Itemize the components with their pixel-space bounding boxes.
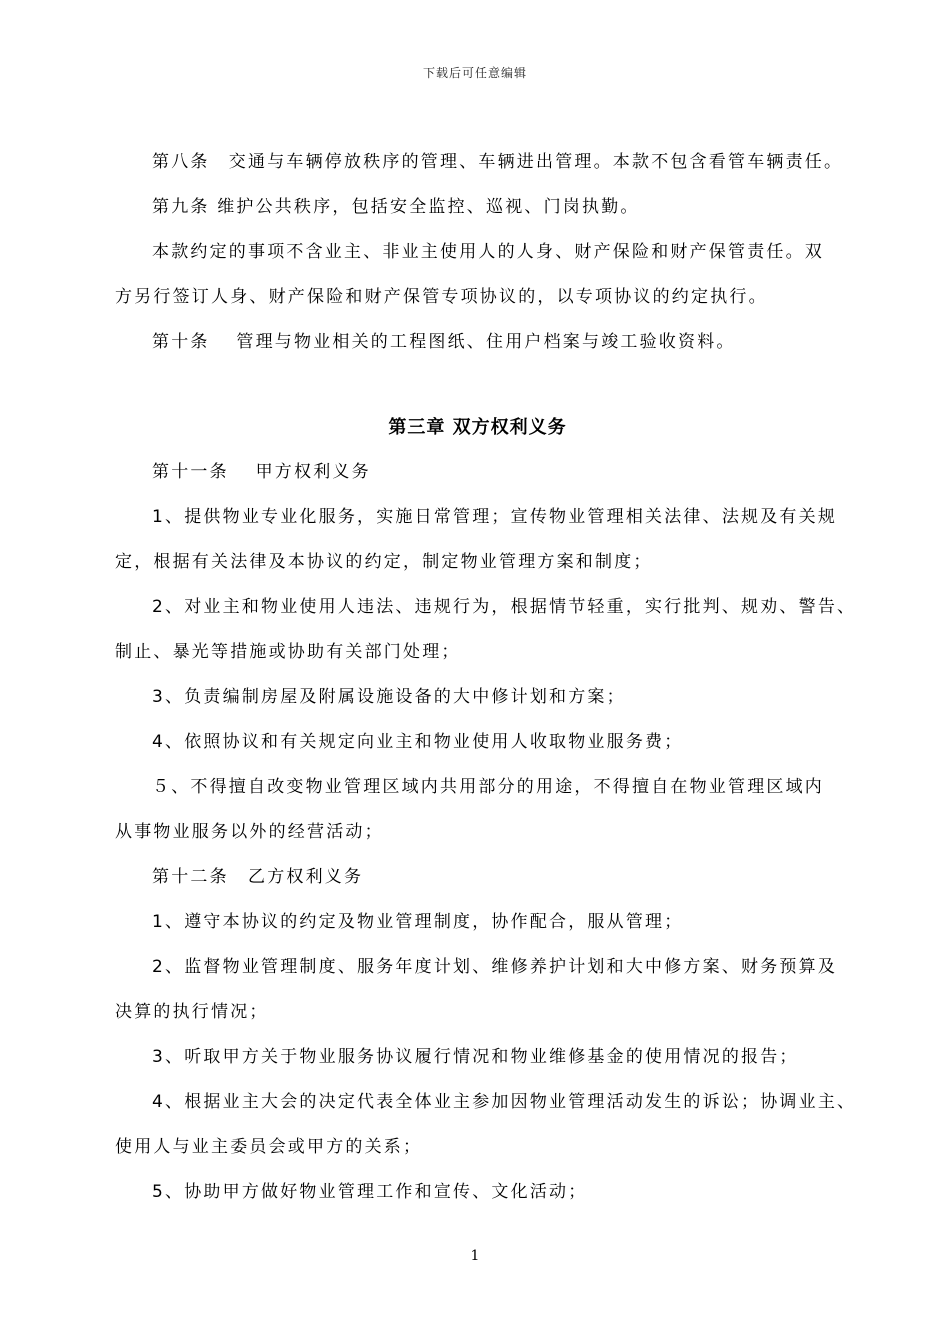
section-before-chapter xyxy=(115,140,844,365)
paragraph-line: 1、遵守本协议的约定及物业管理制度，协作配合，服从管理； xyxy=(152,912,684,932)
paragraph-line: 4、依照协议和有关规定向业主和物业使用人收取物业服务费； xyxy=(152,732,684,752)
paragraph-line: 5、协助甲方做好物业管理工作和宣传、文化活动； xyxy=(152,1182,588,1202)
paragraph-line: 第十条 管理与物业相关的工程图纸、住用户档案与竣工验收资料。 xyxy=(152,332,736,352)
paragraph-line: 3、听取甲方关于物业服务协议履行情况和物业维修基金的使用情况的报告； xyxy=(152,1047,799,1067)
paragraph-line: 2、监督物业管理制度、服务年度计划、维修养护计划和大中修方案、财务预算及 xyxy=(152,957,838,977)
paragraph-line: 第九条 维护公共秩序，包括安全监控、巡视、门岗执勤。 xyxy=(152,197,640,217)
paragraph-line: 第十二条 乙方权利义务 xyxy=(152,867,364,887)
paragraph-line: 方另行签订人身、财产保险和财产保管专项协议的，以专项协议的约定执行。 xyxy=(115,287,768,307)
paragraph-line: 决算的执行情况； xyxy=(115,1002,269,1022)
paragraph-line: 本款约定的事项不含业主、非业主使用人的人身、财产保险和财产保管责任。双 xyxy=(152,242,824,262)
page-header: 下载后可任意编辑 xyxy=(422,66,527,80)
paragraph-line: 1、提供物业专业化服务，实施日常管理；宣传物业管理相关法律、法规及有关规 xyxy=(152,507,838,527)
paragraph-line: 第八条 交通与车辆停放秩序的管理、车辆进出管理。本款不包含看管车辆责任。 xyxy=(152,152,844,172)
section-after-chapter xyxy=(115,450,857,1215)
paragraph-line: 2、对业主和物业使用人违法、违规行为，根据情节轻重，实行批判、规劝、警告、 xyxy=(152,597,857,617)
paragraph-line: 4、根据业主大会的决定代表全体业主参加因物业管理活动发生的诉讼；协调业主、 xyxy=(152,1092,857,1112)
paragraph-line: 制止、暴光等措施或协助有关部门处理； xyxy=(115,642,461,662)
chapter-title: 第三章 双方权利义务 xyxy=(388,417,567,438)
paragraph-line: 定，根据有关法律及本协议的约定，制定物业管理方案和制度； xyxy=(115,552,653,572)
page-number: 1 xyxy=(470,1248,480,1264)
paragraph-line: 使用人与业主委员会或甲方的关系； xyxy=(115,1137,423,1157)
document-body xyxy=(115,140,857,1215)
paragraph-line: 第十一条 甲方权利义务 xyxy=(152,462,371,482)
paragraph-line: 3、负责编制房屋及附属设施设备的大中修计划和方案； xyxy=(152,687,626,707)
paragraph-line: ５、不得擅自改变物业管理区域内共用部分的用途，不得擅自在物业管理区域内 xyxy=(152,777,824,797)
paragraph-line: 从事物业服务以外的经营活动； xyxy=(115,822,384,842)
